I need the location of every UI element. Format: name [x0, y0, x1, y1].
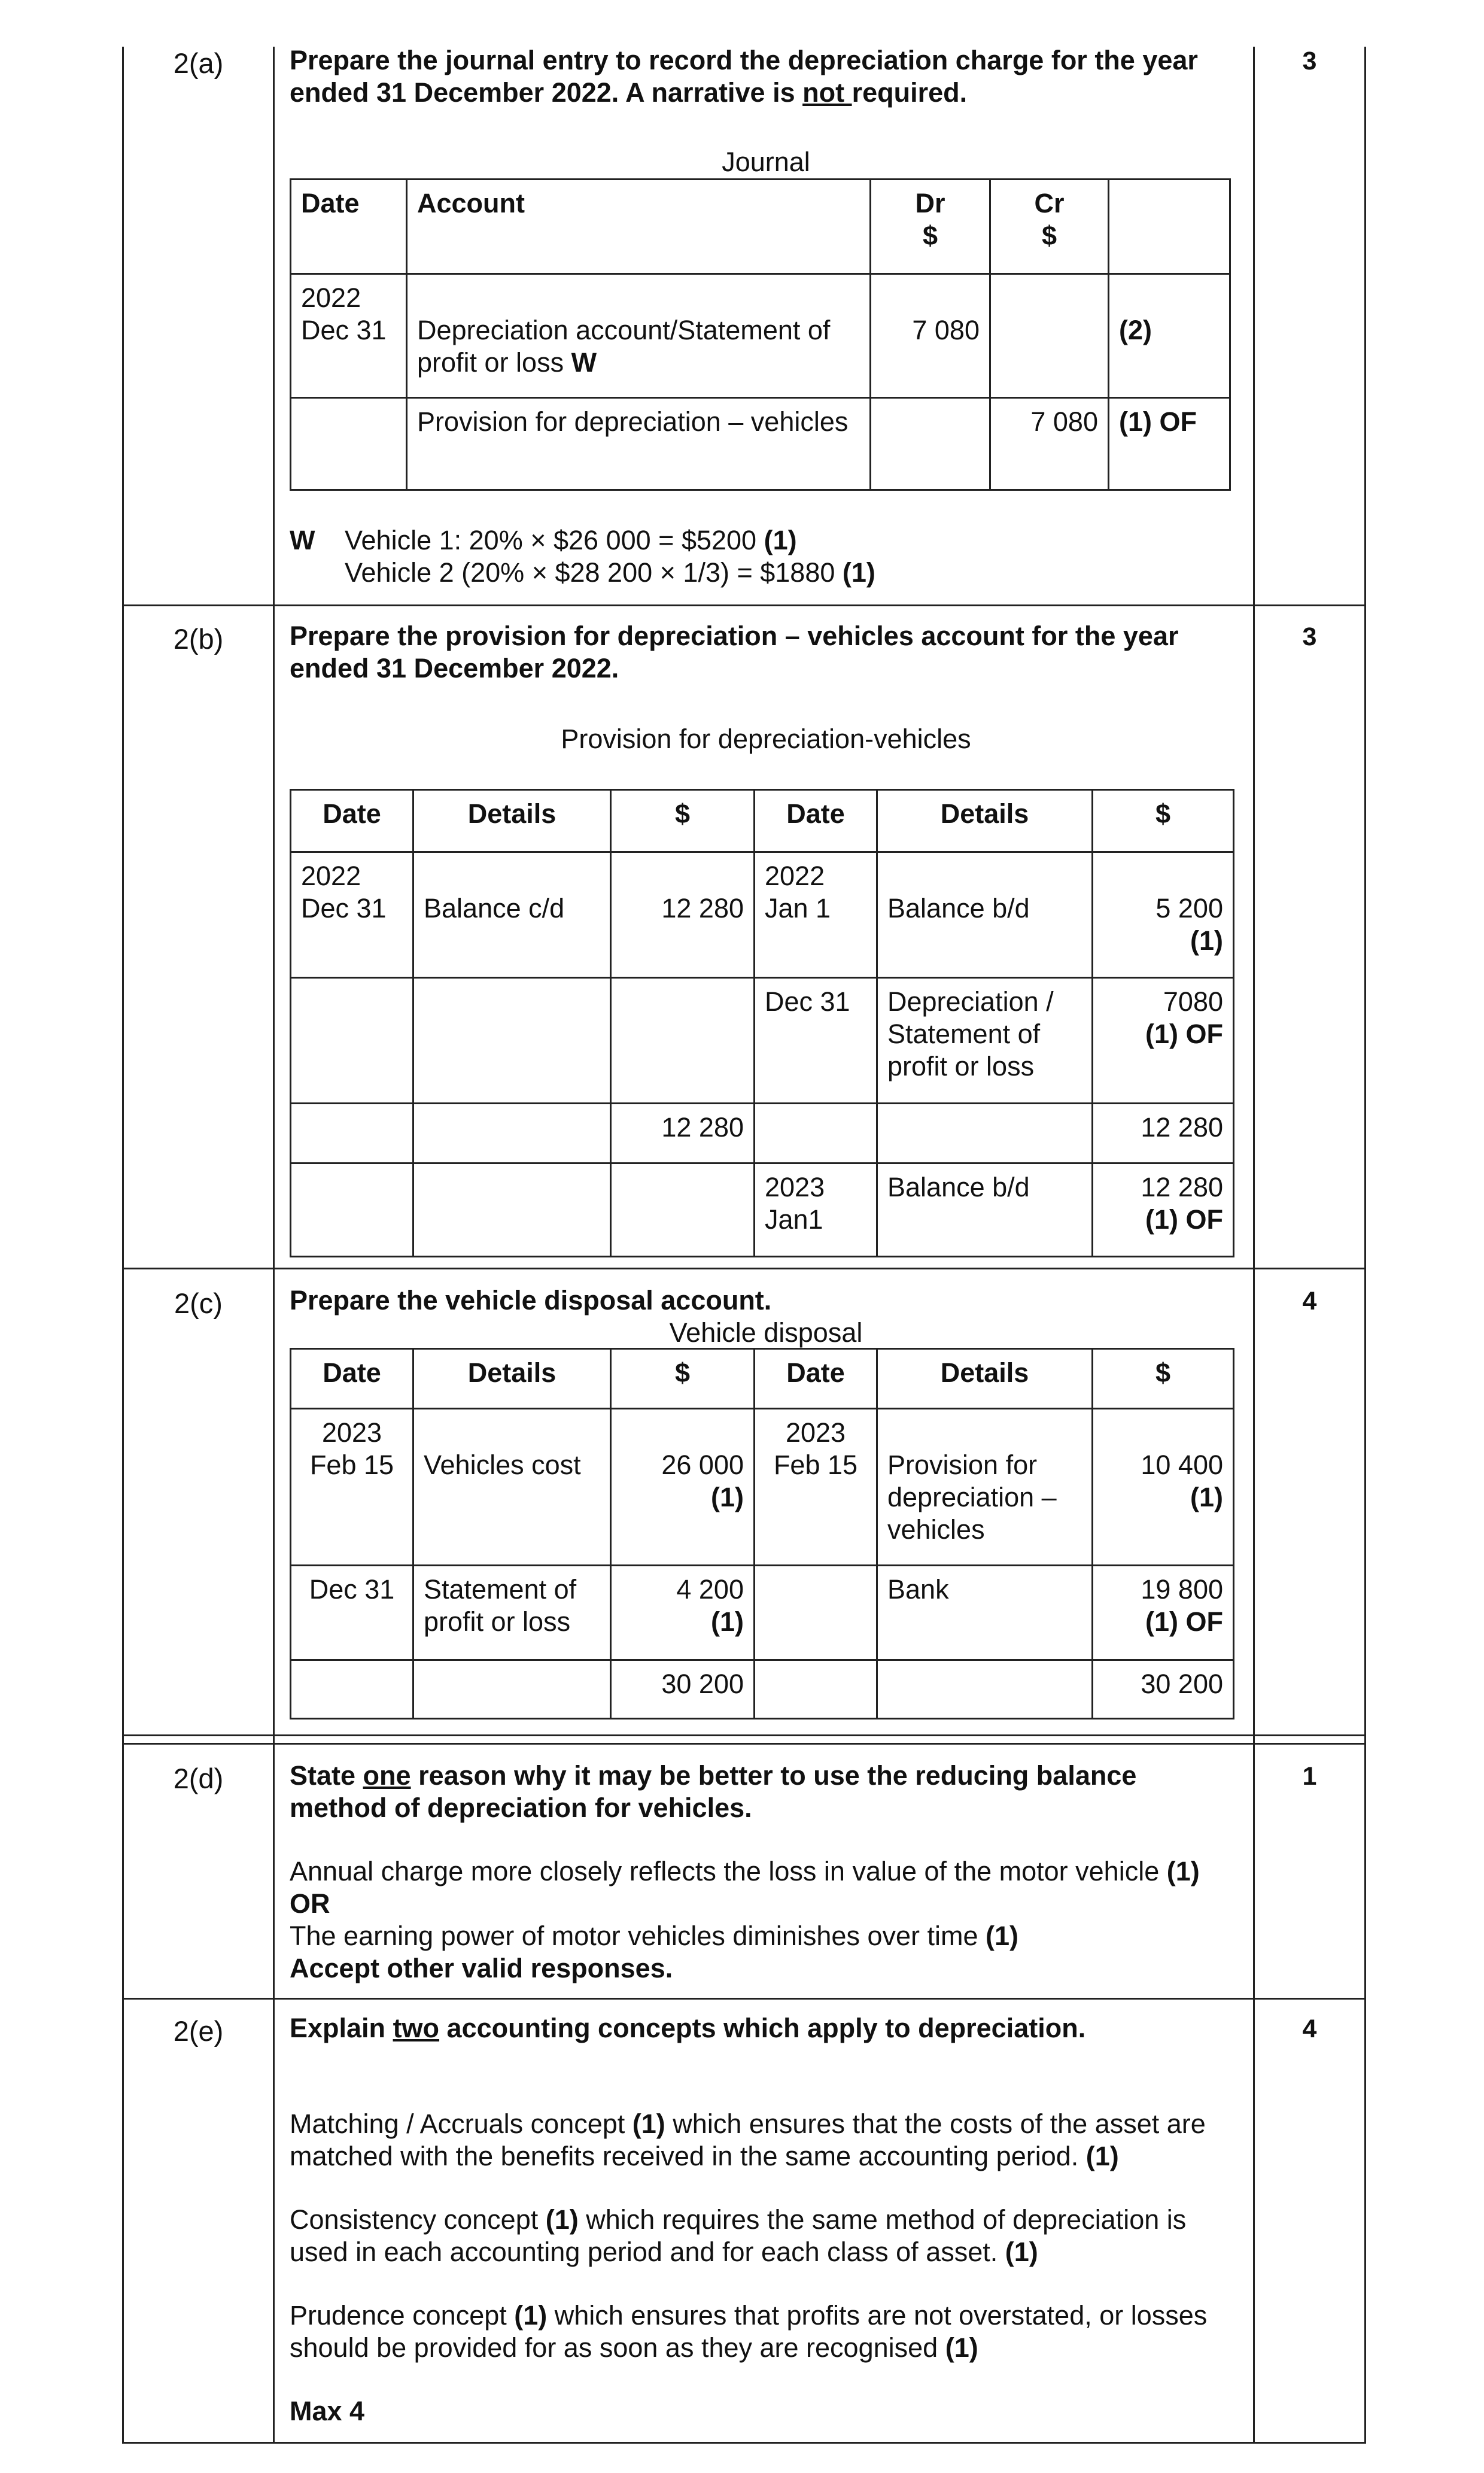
- column-divider-question: [273, 47, 275, 2444]
- header-dr: [871, 180, 990, 274]
- answer-mark: (1): [1005, 2237, 1038, 2267]
- entry-cr: [990, 274, 1109, 398]
- credit-details: Depreciation / Statement of profit or loss: [877, 978, 1093, 1104]
- question-marks: 1: [1302, 1762, 1317, 1791]
- amount-value: 7080: [1163, 986, 1223, 1017]
- debit-details: [413, 1660, 611, 1719]
- header-amount: $: [611, 790, 755, 852]
- date-day: Feb 15: [309, 1450, 394, 1480]
- date-day: Jan1: [765, 1204, 823, 1235]
- entry-account: Provision for depreciation – vehicles: [407, 398, 871, 490]
- amount-value: 5 200: [1155, 893, 1223, 923]
- answer-text: which requires the same method of depreciation is used in each accounting period and for each class of asset.: [290, 2204, 1187, 2267]
- credit-total: 12 280: [1093, 1104, 1234, 1163]
- header-amount: $: [1093, 790, 1234, 852]
- credit-date: [755, 1660, 877, 1719]
- table-row: [291, 398, 1230, 490]
- credit-details: [877, 1660, 1093, 1719]
- provision-account-table: [290, 789, 1234, 1257]
- working-text: Vehicle 2 (20% × $28 200 × 1/3) = $1880: [345, 557, 843, 588]
- answer-mark: (1): [945, 2332, 978, 2363]
- credit-details: [877, 852, 1093, 978]
- header-mark: [1109, 180, 1230, 274]
- entry-mark: (1) OF: [1109, 398, 1230, 490]
- answer-text: which ensures that the costs of the asset are matched with the benefits received in the same accounting period.: [290, 2109, 1206, 2171]
- date-year: 2023: [321, 1417, 382, 1448]
- working-line-2: [290, 557, 1235, 589]
- debit-total: 12 280: [611, 1104, 755, 1163]
- question-block: [290, 1760, 1247, 1985]
- question-emphasis: not: [802, 77, 852, 108]
- date-year: 2022: [301, 282, 361, 313]
- answer-mark: (1): [632, 2109, 665, 2139]
- account-text: Depreciation account/Statement of profit or loss: [417, 315, 831, 378]
- outer-right-border: [1364, 47, 1366, 2444]
- question-line-2: ended 31 December 2022.: [290, 653, 619, 683]
- question-text: [290, 620, 1247, 685]
- answer-or: OR: [290, 1888, 330, 1919]
- question-emphasis: two: [393, 2013, 440, 2043]
- amount-mark: (1) OF: [1145, 1204, 1223, 1235]
- amount-mark: (1): [1190, 925, 1223, 956]
- answer-mark: (1): [545, 2204, 579, 2235]
- date-year: 2023: [785, 1417, 846, 1448]
- journal-table: [290, 178, 1231, 491]
- dr-value: 7 080: [912, 315, 980, 345]
- question-line-1: Prepare the provision for depreciation – vehicles account for the year: [290, 621, 1179, 651]
- question-marks: 3: [1302, 47, 1317, 75]
- question-part: Explain: [290, 2013, 393, 2043]
- credit-date: [755, 1409, 877, 1566]
- amount-mark: (1): [711, 1482, 744, 1512]
- accept-note: Accept other valid responses.: [290, 1953, 673, 1983]
- question-line-1: [290, 1760, 1247, 1792]
- credit-amount: [1093, 852, 1234, 978]
- working-reference: W: [571, 347, 597, 378]
- date-day: Dec 31: [301, 893, 387, 923]
- question-number: 2(c): [174, 1287, 223, 1319]
- debit-details: [413, 1104, 611, 1163]
- entry-cr: 7 080: [990, 398, 1109, 490]
- credit-amount: [1093, 978, 1234, 1104]
- row-divider-2d-top: [122, 1734, 1366, 1736]
- amount-value: 19 800: [1141, 1574, 1223, 1605]
- row-divider-2b: [122, 604, 1366, 606]
- credit-total: 30 200: [1093, 1660, 1234, 1719]
- details-text: Vehicles cost: [424, 1450, 581, 1480]
- table-row: [291, 274, 1230, 398]
- header-date: Date: [291, 790, 413, 852]
- working-mark: (1): [842, 557, 875, 588]
- header-cr-unit: $: [1041, 220, 1057, 251]
- credit-amount: [1093, 1163, 1234, 1257]
- ledger-header-row: [291, 1349, 1234, 1409]
- amount-mark: (1) OF: [1145, 1019, 1223, 1049]
- details-text: Balance c/d: [424, 893, 565, 923]
- credit-date: [755, 852, 877, 978]
- header-amount: $: [611, 1349, 755, 1409]
- working-notes: [290, 524, 1235, 589]
- answer-paragraph-prudence: [290, 2299, 1247, 2364]
- question-marks: 4: [1302, 1287, 1317, 1316]
- question-line-2: method of depreciation for vehicles.: [290, 1793, 752, 1823]
- table-row: [291, 1163, 1234, 1257]
- debit-date: [291, 1660, 413, 1719]
- debit-amount: [611, 1163, 755, 1257]
- debit-details: [413, 1409, 611, 1566]
- amount-mark: (1): [1190, 1482, 1223, 1512]
- debit-date: [291, 852, 413, 978]
- date-day: Feb 15: [773, 1450, 858, 1480]
- journal-header-row: [291, 180, 1230, 274]
- header-amount: $: [1093, 1349, 1234, 1409]
- answer-paragraph-consistency: [290, 2204, 1247, 2268]
- entry-dr: [871, 274, 990, 398]
- debit-date: [291, 1104, 413, 1163]
- amount-value: 12 280: [1141, 1172, 1223, 1202]
- account-title: Provision for depreciation-vehicles: [561, 724, 971, 754]
- entry-date: [291, 398, 407, 490]
- header-dr-unit: $: [922, 220, 938, 251]
- details-text: Provision for depreciation – vehicles: [887, 1450, 1057, 1545]
- entry-mark: [1109, 274, 1230, 398]
- max-marks-note: Max 4: [290, 2396, 365, 2426]
- entry-date: [291, 274, 407, 398]
- credit-date: [755, 1163, 877, 1257]
- question-line-1: [290, 2012, 1247, 2044]
- date-day: Jan 1: [765, 893, 831, 923]
- table-row: [291, 852, 1234, 978]
- table-row: [291, 1409, 1234, 1566]
- answer-text: Prudence concept: [290, 2300, 515, 2331]
- debit-details: [413, 978, 611, 1104]
- question-line-2: [290, 77, 1247, 109]
- header-date: Date: [755, 1349, 877, 1409]
- row-divider-2c: [122, 1268, 1366, 1269]
- debit-date: [291, 1409, 413, 1566]
- totals-row: [291, 1104, 1234, 1163]
- outer-left-border: [122, 47, 124, 2444]
- working-mark: (1): [764, 525, 797, 555]
- question-number: 2(a): [173, 47, 224, 79]
- debit-date: [291, 1163, 413, 1257]
- answer-mark: (1): [1166, 1856, 1200, 1886]
- credit-details: Bank: [877, 1566, 1093, 1660]
- mark-value: (2): [1119, 315, 1152, 345]
- question-marks: 3: [1302, 622, 1317, 651]
- question-line-1: Prepare the journal entry to record the depreciation charge for the year: [290, 45, 1198, 75]
- amount-mark: (1): [711, 1606, 744, 1637]
- debit-details: Statement of profit or loss: [413, 1566, 611, 1660]
- debit-date: Dec 31: [291, 1566, 413, 1660]
- answer-text: The earning power of motor vehicles diminishes over time: [290, 1921, 986, 1951]
- amount-mark: (1) OF: [1145, 1606, 1223, 1637]
- answer-2: [290, 1920, 1247, 1952]
- header-account: Account: [407, 180, 871, 274]
- credit-details: Balance b/d: [877, 1163, 1093, 1257]
- date-day: Dec 31: [301, 315, 387, 345]
- answer-mark: (1): [986, 1921, 1019, 1951]
- credit-date: [755, 1566, 877, 1660]
- debit-amount: [611, 1566, 755, 1660]
- header-date: Date: [755, 790, 877, 852]
- answer-1: [290, 1855, 1247, 1888]
- table-row: [291, 1566, 1234, 1660]
- question-number: 2(b): [173, 623, 224, 655]
- debit-amount: [611, 852, 755, 978]
- debit-date: [291, 978, 413, 1104]
- row-divider-2d-bottom: [122, 1743, 1366, 1745]
- debit-details: [413, 1163, 611, 1257]
- question-block: [290, 2012, 1247, 2428]
- amount-value: 12 280: [661, 893, 744, 923]
- header-dr-label: Dr: [915, 188, 945, 218]
- question-marks: 4: [1302, 2015, 1317, 2043]
- question-emphasis: one: [363, 1760, 411, 1791]
- header-details: Details: [413, 1349, 611, 1409]
- question-text: [290, 44, 1247, 109]
- working-line-1: [290, 524, 1235, 557]
- answer-mark: (1): [1085, 2141, 1119, 2171]
- journal-title: Journal: [722, 147, 810, 177]
- details-text: Balance b/d: [887, 893, 1030, 923]
- header-details: Details: [877, 1349, 1093, 1409]
- debit-amount: [611, 978, 755, 1104]
- debit-amount: [611, 1409, 755, 1566]
- answer-paragraph-matching: [290, 2108, 1247, 2173]
- totals-row: [291, 1660, 1234, 1719]
- question-number: 2(e): [173, 2015, 224, 2047]
- table-row: [291, 978, 1234, 1104]
- question-part: accounting concepts which apply to depreciation.: [439, 2013, 1086, 2043]
- question-part: State: [290, 1760, 363, 1791]
- date-year: 2022: [765, 861, 825, 891]
- date-year: 2022: [301, 861, 361, 891]
- header-cr: [990, 180, 1109, 274]
- amount-value: 26 000: [661, 1450, 744, 1480]
- credit-amount: [1093, 1566, 1234, 1660]
- question-part: ended 31 December 2022. A narrative is: [290, 77, 803, 108]
- amount-value: 4 200: [676, 1574, 744, 1605]
- header-details: Details: [413, 790, 611, 852]
- answer-text: Consistency concept: [290, 2204, 546, 2235]
- credit-date: [755, 1104, 877, 1163]
- header-date: Date: [291, 1349, 413, 1409]
- ledger-header-row: [291, 790, 1234, 852]
- outer-bottom-border: [122, 2442, 1366, 2444]
- answer-text: Annual charge more closely reflects the loss in value of the motor vehicle: [290, 1856, 1167, 1886]
- row-divider-2e: [122, 1998, 1366, 2000]
- account-title: Vehicle disposal: [669, 1317, 863, 1348]
- question-number: 2(d): [173, 1763, 224, 1794]
- amount-value: 10 400: [1141, 1450, 1223, 1480]
- question-text: Prepare the vehicle disposal account.: [290, 1285, 772, 1316]
- question-part: required.: [852, 77, 968, 108]
- entry-account: [407, 274, 871, 398]
- column-divider-marks: [1253, 47, 1255, 2444]
- answer-mark: (1): [514, 2300, 548, 2331]
- credit-date: Dec 31: [755, 978, 877, 1104]
- credit-details: [877, 1104, 1093, 1163]
- working-text: Vehicle 1: 20% × $26 000 = $5200: [345, 525, 764, 555]
- entry-dr: [871, 398, 990, 490]
- header-date: Date: [291, 180, 407, 274]
- header-cr-label: Cr: [1034, 188, 1065, 218]
- credit-details: [877, 1409, 1093, 1566]
- vehicle-disposal-table: [290, 1348, 1234, 1719]
- working-label: W: [290, 525, 315, 555]
- date-year: 2023: [765, 1172, 825, 1202]
- answer-text: which ensures that profits are not overstated, or losses should be provided for as soon as they are recognised: [290, 2300, 1208, 2363]
- debit-details: [413, 852, 611, 978]
- debit-total: 30 200: [611, 1660, 755, 1719]
- question-part: reason why it may be better to use the reducing balance: [410, 1760, 1137, 1791]
- credit-amount: [1093, 1409, 1234, 1566]
- answer-text: Matching / Accruals concept: [290, 2109, 632, 2139]
- header-details: Details: [877, 790, 1093, 852]
